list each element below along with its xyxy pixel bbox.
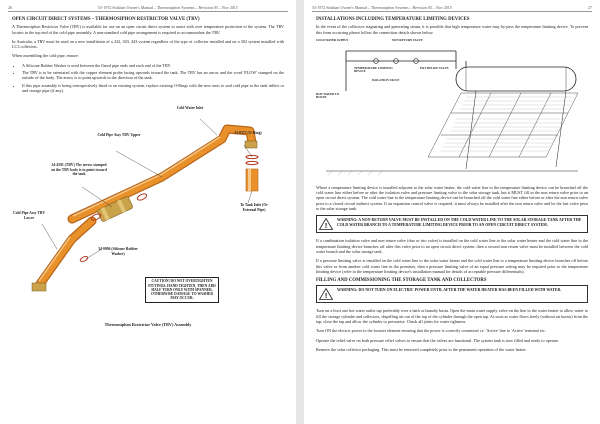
label-washer: 34-0096 (Silicone Rubber Washer) xyxy=(98,247,138,256)
list-item: • A Silicone Rubber Washer is used between the flared pipe ends and each end of the TRV. xyxy=(22,63,284,68)
paragraph: If a pressure limiting valve is installed on the cold water line to the solar water heater and the cold water line to a temperature limiting device branches off before this valve or from another cold water line in the premises, then a pressure limiting valve of an equal pressure setting may be required prior to the temperature limiting device (refer to the temperature limiting device's installation manual for details of acceptable pressure differentials). xyxy=(316,258,588,274)
label-trv: 34-4591 (TRV) The arrow stamped on the TRV body is to point toward the tank xyxy=(51,163,107,177)
paragraph: If a combination isolation valve and non return valve (duo or trio valve) is installed on the cold water line to the solar water heater and the cold water line to the temperature limiting device branches off after this valve prior to an open circuit direct system, then a second non return valve must be installed between the cold water branch and the solar storage tank. xyxy=(316,238,588,254)
page-number: 27 xyxy=(588,5,592,10)
label-to-tank: To Tank Inlet (Or External Pipe) xyxy=(240,203,268,212)
warning-box xyxy=(316,215,588,233)
label-pt-relief-valve: P&T RELIEF VALVE xyxy=(420,65,449,70)
paragraph: When assembling the cold pipe, ensure: xyxy=(12,53,79,59)
paragraph: Where a temperature limiting device is installed adjacent to the solar water heater, the cold water line to the temperature limiting device can be branched off the cold water line either before or after the isolation valve and pressure limiting valve to the solar storage tank, but it MUST fill in the non return valve prior to an open circuit direct system. The cold water line to the temperature limiting device can be branched off the cold water line either before or after the non return valve prior to a closed circuit indirect system. If an expansion control valve is required, it must always be installed after the non return valve and be the last valve prior to the solar storage tank. xyxy=(316,184,588,212)
warning-icon xyxy=(319,218,333,230)
warning-text: WARNING: A NON RETURN VALVE MUST BE INSTALLED ON THE COLD WATER LINE TO THE SOLAR STORAGE TANK AFTER THE COLD WATER BRANCH TO A TEMPERATURE LIMITING DEVICE PRIOR TO AN OPEN CIRCUIT DIRECT SYSTEM. xyxy=(337,218,582,228)
label-cold-pipe-upper: Cold Pipe Assy TRV Upper xyxy=(97,133,141,138)
caution-box: CAUTION! DO NOT OVERTIGHTEN FITTINGS. HAND TIGHTEN, THEN ADD HALF TURN ONLY WITH SPANNER, OTHERWISE DAMAGE TO WASHER MAY OCCUR. xyxy=(145,277,219,302)
left-page-body xyxy=(12,17,284,420)
label-cold-pipe-lower: Cold Pipe Assy TRV Lower xyxy=(12,211,46,220)
paragraph: In the event of the collectors stagnating and generating steam, it is possible that high temperature water may by-pass the temperature limiting device. To prevent this from occurring please follow the connection details shown below. xyxy=(316,24,588,35)
page-header xyxy=(8,5,288,12)
plumbing-schematic xyxy=(316,39,588,179)
trv-assembly-figure xyxy=(12,99,284,325)
section-heading: OPEN CIRCUIT DIRECT SYSTEMS – THERMOSIPHON RESTRICTOR VALVE (TRV) xyxy=(12,17,200,22)
list-item: • If this pipe assembly is being retrospectively fitted to an existing system, replace existing O-Rings with the new ones to seal cold pipe to the tank inflect or and storage pipe (if any). xyxy=(22,83,284,94)
schematic-drawing xyxy=(316,39,588,179)
header-title: 53-1972 Solahart Owner's Manual – Thermosiphon Systems – Revision 05 – Nov 2015 xyxy=(312,5,452,10)
label-cold-water-supply: COLD WATER SUPPLY xyxy=(316,37,349,42)
label-hot-water: HOT WATER TO HOUSE xyxy=(316,91,340,100)
svg-text:!: ! xyxy=(324,293,328,301)
section-heading: INSTALLATIONS INCLUDING TEMPERATURE LIMITING DEVICES xyxy=(316,17,470,22)
warning-box xyxy=(316,285,588,303)
label-o-ring: 33-0572 (O-Ring) xyxy=(234,131,262,136)
paragraph: Remove the solar collector packaging. This must be removed completely prior to the permanent operation of the water heater. xyxy=(316,346,527,352)
label-limiting-device: TEMPERATURE LIMITING DEVICE xyxy=(354,65,393,74)
page-header xyxy=(312,5,592,12)
paragraph: In Australia, a TRV must be used on a new installation of a 222, 303, 443 system regardless of the type of collector installed and on a 302 system installed with LC3 collectors. xyxy=(12,38,284,50)
paragraph: Turn ON the electric power to the booster element ensuring that the power is correctly connected i.e. 'Active' line to 'Active' terminal etc. xyxy=(316,328,546,334)
label-isolation-valve: ISOLATION VALVE xyxy=(372,77,400,82)
paragraph: Turn on a least one hot water outlet tap preferably over a bath or laundry basin. Open the main water supply valve on the line to the water heater to allow water to fill the storage cylinder and collectors, dispelling air out of the top of the cylinder through the open tap. As soon as water flows freely (without air bursts) from the tap, close the tap and allow the cylinder to pressurise. Check all joints for water tightness. xyxy=(316,308,589,325)
page-number: 26 xyxy=(8,5,12,10)
svg-text:!: ! xyxy=(324,223,328,231)
warning-text: WARNING: DO NOT TURN ON ELECTRIC POWER UNTIL AFTER THE WATER HEATER HAS BEEN FILLED WITH WATER. xyxy=(337,288,562,293)
paragraph: A Thermosiphon Restrictor Valve (TRV) is available for use on an open circuit direct system to assist with over temperature protection of the system. The TRV locates in the top end of the cold pipe assembly. A non-standard cold pipe arrangement is required to accommodate the TRV. xyxy=(12,24,284,35)
header-title: 53-1972 Solahart Owner's Manual – Thermosiphon Systems – Revision 05 – Nov 2015 xyxy=(98,5,238,10)
label-non-return-valve: NON RETURN VALVE xyxy=(392,37,423,42)
right-page xyxy=(304,0,600,424)
list-item: • The TRV is to be orientated with the copper element probe facing upwards toward the tank. The TRV has an arrow and the word 'FLOW' stamped on the outside of the body. The arrow is to point upwards in the direction of the tank. xyxy=(22,70,284,81)
warning-icon xyxy=(319,288,333,300)
right-page-body xyxy=(316,17,588,420)
bullet-list xyxy=(12,63,284,93)
figure-caption: Thermosiphon Restrictor Valve (TRV) Assembly xyxy=(104,321,192,327)
left-page xyxy=(0,0,296,424)
label-cold-water-inlet: Cold Water Inlet xyxy=(176,106,204,111)
paragraph: Operate the relief valve on both pressure relief valves to ensure that the valves are functional. The system tank is now filled and ready to operate. xyxy=(316,337,560,343)
section-heading: FILLING AND COMMISSIONING THE STORAGE TANK AND COLLECTORS xyxy=(316,278,487,284)
